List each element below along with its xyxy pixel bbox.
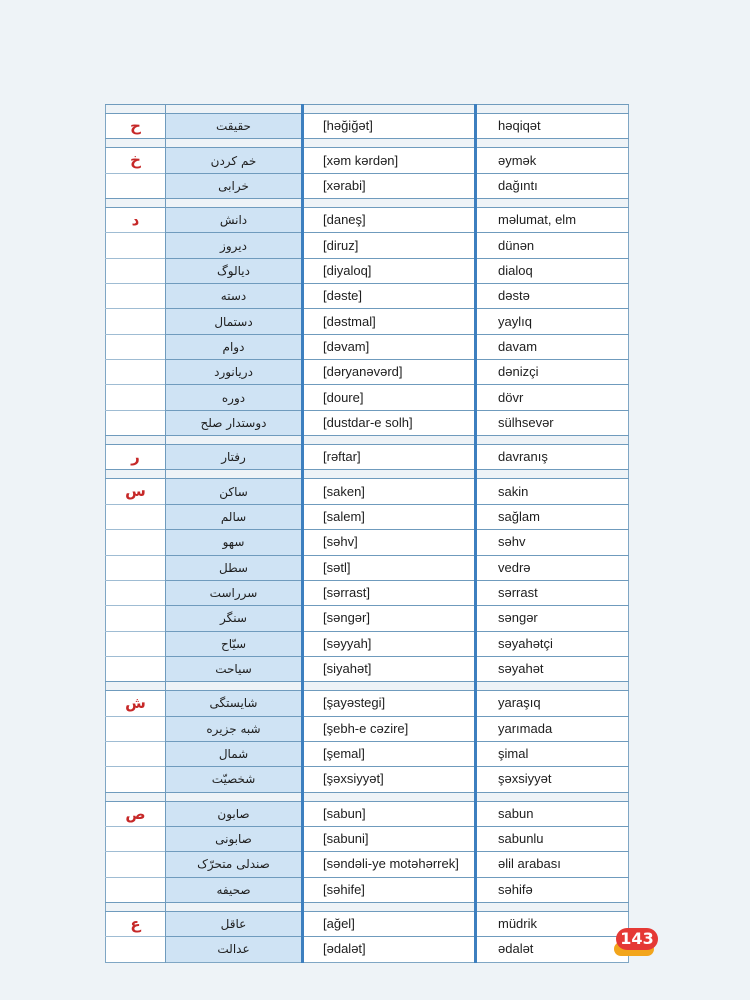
spacer-cell xyxy=(303,105,476,114)
azerbaijani-meaning: dağıntı xyxy=(476,173,629,198)
persian-word: سهو xyxy=(166,530,303,555)
persian-word: دوام xyxy=(166,334,303,359)
table-row xyxy=(106,208,629,233)
group-spacer xyxy=(106,792,629,801)
persian-word: شبه جزیره xyxy=(166,716,303,741)
transliteration: [səndəli-ye motəhərrek] xyxy=(303,852,476,877)
table-row xyxy=(106,504,629,529)
persian-word: خرابی xyxy=(166,173,303,198)
letter-cell xyxy=(106,360,166,385)
glossary-table xyxy=(105,104,629,963)
transliteration: [dəryanəvərd] xyxy=(303,360,476,385)
transliteration: [diruz] xyxy=(303,233,476,258)
azerbaijani-meaning: dənizçi xyxy=(476,360,629,385)
table-row xyxy=(106,385,629,410)
spacer-cell xyxy=(476,470,629,479)
transliteration: [salem] xyxy=(303,504,476,529)
table-row xyxy=(106,445,629,470)
letter-cell xyxy=(106,233,166,258)
table-row xyxy=(106,479,629,504)
spacer-cell xyxy=(166,436,303,445)
letter-cell xyxy=(106,606,166,631)
page-number-badge xyxy=(612,928,658,956)
transliteration: [xərabi] xyxy=(303,173,476,198)
spacer-cell xyxy=(476,105,629,114)
transliteration: [dəvam] xyxy=(303,334,476,359)
letter-cell xyxy=(106,656,166,681)
letter-cell xyxy=(106,504,166,529)
letter-cell xyxy=(106,767,166,792)
transliteration: [siyahət] xyxy=(303,656,476,681)
spacer-cell xyxy=(166,105,303,114)
azerbaijani-meaning: səhifə xyxy=(476,877,629,902)
persian-word: عدالت xyxy=(166,937,303,962)
azerbaijani-meaning: davranış xyxy=(476,445,629,470)
azerbaijani-meaning: dünən xyxy=(476,233,629,258)
persian-word: دانش xyxy=(166,208,303,233)
azerbaijani-meaning: əymək xyxy=(476,148,629,173)
table-row xyxy=(106,852,629,877)
azerbaijani-meaning: sakin xyxy=(476,479,629,504)
letter-cell xyxy=(106,555,166,580)
persian-word: خم کردن xyxy=(166,148,303,173)
azerbaijani-meaning: məlumat, elm xyxy=(476,208,629,233)
transliteration: [sətl] xyxy=(303,555,476,580)
azerbaijani-meaning: dəstə xyxy=(476,284,629,309)
azerbaijani-meaning: əlil arabası xyxy=(476,852,629,877)
spacer-cell xyxy=(303,199,476,208)
persian-word: سرراست xyxy=(166,580,303,605)
spacer-cell xyxy=(303,792,476,801)
table-row xyxy=(106,877,629,902)
azerbaijani-meaning: səngər xyxy=(476,606,629,631)
transliteration: [şəxsiyyət] xyxy=(303,767,476,792)
spacer-cell xyxy=(476,682,629,691)
azerbaijani-meaning: dövr xyxy=(476,385,629,410)
persian-word: سنگر xyxy=(166,606,303,631)
table-row xyxy=(106,530,629,555)
azerbaijani-meaning: həqiqət xyxy=(476,114,629,139)
letter-cell xyxy=(106,826,166,851)
persian-word: دستمال xyxy=(166,309,303,334)
letter-cell xyxy=(106,877,166,902)
table-row xyxy=(106,309,629,334)
letter-cell: س xyxy=(106,479,166,504)
spacer-cell xyxy=(106,470,166,479)
spacer-cell xyxy=(166,682,303,691)
spacer-cell xyxy=(303,139,476,148)
spacer-cell xyxy=(106,436,166,445)
persian-word: صابون xyxy=(166,801,303,826)
persian-word: صحیفه xyxy=(166,877,303,902)
azerbaijani-meaning: ədalət xyxy=(476,937,629,962)
transliteration: [saken] xyxy=(303,479,476,504)
group-spacer xyxy=(106,436,629,445)
table-row xyxy=(106,233,629,258)
letter-cell: ر xyxy=(106,445,166,470)
persian-word: سالم xyxy=(166,504,303,529)
transliteration: [səhife] xyxy=(303,877,476,902)
letter-cell xyxy=(106,631,166,656)
azerbaijani-meaning: vedrə xyxy=(476,555,629,580)
azerbaijani-meaning: şimal xyxy=(476,741,629,766)
transliteration: [şebh-e cəzire] xyxy=(303,716,476,741)
transliteration: [ağel] xyxy=(303,911,476,936)
spacer-cell xyxy=(303,470,476,479)
group-spacer xyxy=(106,902,629,911)
spacer-cell xyxy=(166,470,303,479)
persian-word: صابونی xyxy=(166,826,303,851)
table-row xyxy=(106,258,629,283)
spacer-cell xyxy=(476,902,629,911)
letter-cell: ش xyxy=(106,691,166,716)
letter-cell xyxy=(106,716,166,741)
azerbaijani-meaning: səhv xyxy=(476,530,629,555)
persian-word: سطل xyxy=(166,555,303,580)
table-row xyxy=(106,148,629,173)
transliteration: [dəstmal] xyxy=(303,309,476,334)
letter-cell xyxy=(106,284,166,309)
group-spacer xyxy=(106,199,629,208)
persian-word: ساکن xyxy=(166,479,303,504)
azerbaijani-meaning: sülhsevər xyxy=(476,410,629,435)
transliteration: [diyaloq] xyxy=(303,258,476,283)
page-number: 143 xyxy=(616,928,658,950)
persian-word: دوره xyxy=(166,385,303,410)
table-row xyxy=(106,410,629,435)
azerbaijani-meaning: yarımada xyxy=(476,716,629,741)
transliteration: [səhv] xyxy=(303,530,476,555)
spacer-cell xyxy=(166,199,303,208)
letter-cell xyxy=(106,173,166,198)
azerbaijani-meaning: yaylıq xyxy=(476,309,629,334)
group-spacer xyxy=(106,470,629,479)
table-row xyxy=(106,631,629,656)
azerbaijani-meaning: sabunlu xyxy=(476,826,629,851)
spacer-cell xyxy=(303,902,476,911)
persian-word: دیالوگ xyxy=(166,258,303,283)
transliteration: [şayəstegi] xyxy=(303,691,476,716)
spacer-cell xyxy=(303,682,476,691)
azerbaijani-meaning: sağlam xyxy=(476,504,629,529)
group-spacer xyxy=(106,139,629,148)
persian-word: صندلی متحرّک xyxy=(166,852,303,877)
spacer-cell xyxy=(476,436,629,445)
group-spacer xyxy=(106,682,629,691)
transliteration: [daneş] xyxy=(303,208,476,233)
transliteration: [həğiğət] xyxy=(303,114,476,139)
persian-word: دیروز xyxy=(166,233,303,258)
azerbaijani-meaning: davam xyxy=(476,334,629,359)
spacer-cell xyxy=(476,199,629,208)
letter-cell: ص xyxy=(106,801,166,826)
table-row xyxy=(106,826,629,851)
spacer-cell xyxy=(303,436,476,445)
transliteration: [dustdar-e solh] xyxy=(303,410,476,435)
table-row xyxy=(106,937,629,962)
table-row xyxy=(106,555,629,580)
table-row xyxy=(106,911,629,936)
persian-word: دسته xyxy=(166,284,303,309)
spacer-cell xyxy=(476,139,629,148)
letter-cell: ح xyxy=(106,114,166,139)
persian-word: عاقل xyxy=(166,911,303,936)
persian-word: شایستگی xyxy=(166,691,303,716)
table-row xyxy=(106,173,629,198)
spacer-cell xyxy=(166,792,303,801)
letter-cell xyxy=(106,410,166,435)
letter-cell xyxy=(106,852,166,877)
persian-word: حقیقت xyxy=(166,114,303,139)
azerbaijani-meaning: səyahətçi xyxy=(476,631,629,656)
transliteration: [sabuni] xyxy=(303,826,476,851)
transliteration: [şemal] xyxy=(303,741,476,766)
table-row xyxy=(106,741,629,766)
letter-cell xyxy=(106,530,166,555)
letter-cell: د xyxy=(106,208,166,233)
table-row xyxy=(106,767,629,792)
table-row xyxy=(106,334,629,359)
glossary-body xyxy=(106,105,629,963)
persian-word: سیّاح xyxy=(166,631,303,656)
letter-cell xyxy=(106,937,166,962)
table-row xyxy=(106,580,629,605)
spacer-cell xyxy=(106,792,166,801)
group-spacer xyxy=(106,105,629,114)
transliteration: [sərrast] xyxy=(303,580,476,605)
table-row xyxy=(106,691,629,716)
spacer-cell xyxy=(106,105,166,114)
letter-cell xyxy=(106,334,166,359)
persian-word: رفتار xyxy=(166,445,303,470)
table-row xyxy=(106,656,629,681)
transliteration: [xəm kərdən] xyxy=(303,148,476,173)
azerbaijani-meaning: səyahət xyxy=(476,656,629,681)
transliteration: [səngər] xyxy=(303,606,476,631)
azerbaijani-meaning: dialoq xyxy=(476,258,629,283)
spacer-cell xyxy=(106,139,166,148)
table-row xyxy=(106,606,629,631)
spacer-cell xyxy=(106,682,166,691)
letter-cell: خ xyxy=(106,148,166,173)
spacer-cell xyxy=(166,139,303,148)
azerbaijani-meaning: müdrik xyxy=(476,911,629,936)
spacer-cell xyxy=(106,199,166,208)
persian-word: شمال xyxy=(166,741,303,766)
transliteration: [doure] xyxy=(303,385,476,410)
letter-cell xyxy=(106,385,166,410)
persian-word: دریانورد xyxy=(166,360,303,385)
transliteration: [ədalət] xyxy=(303,937,476,962)
letter-cell: ع xyxy=(106,911,166,936)
table-row xyxy=(106,114,629,139)
table-row xyxy=(106,801,629,826)
transliteration: [səyyah] xyxy=(303,631,476,656)
persian-word: دوستدار صلح xyxy=(166,410,303,435)
transliteration: [rəftar] xyxy=(303,445,476,470)
persian-word: سیاحت xyxy=(166,656,303,681)
azerbaijani-meaning: yaraşıq xyxy=(476,691,629,716)
spacer-cell xyxy=(106,902,166,911)
transliteration: [sabun] xyxy=(303,801,476,826)
letter-cell xyxy=(106,309,166,334)
azerbaijani-meaning: sabun xyxy=(476,801,629,826)
table-row xyxy=(106,360,629,385)
table-row xyxy=(106,716,629,741)
azerbaijani-meaning: sərrast xyxy=(476,580,629,605)
spacer-cell xyxy=(476,792,629,801)
spacer-cell xyxy=(166,902,303,911)
azerbaijani-meaning: şəxsiyyət xyxy=(476,767,629,792)
letter-cell xyxy=(106,741,166,766)
letter-cell xyxy=(106,580,166,605)
letter-cell xyxy=(106,258,166,283)
persian-word: شخصیّت xyxy=(166,767,303,792)
table-row xyxy=(106,284,629,309)
transliteration: [dəste] xyxy=(303,284,476,309)
